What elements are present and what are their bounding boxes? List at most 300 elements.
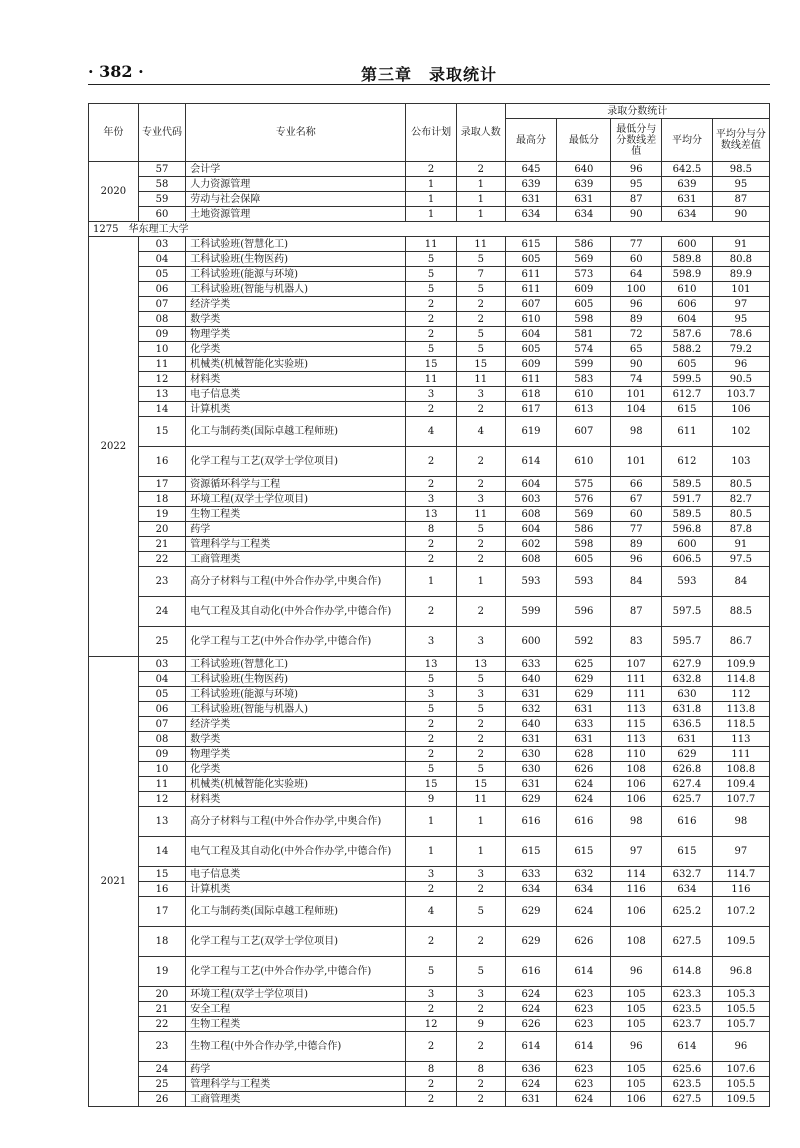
max-cell: 611 (505, 267, 557, 282)
major-name-cell: 工商管理类 (186, 552, 406, 567)
min-diff-cell: 83 (611, 627, 662, 657)
plan-cell: 4 (406, 417, 457, 447)
major-name-cell: 工科试验班(生物医药) (186, 672, 406, 687)
min-cell: 626 (557, 927, 611, 957)
avg-diff-cell: 96.8 (712, 957, 769, 987)
plan-cell: 12 (406, 1017, 457, 1032)
avg-diff-cell: 109.5 (712, 1092, 769, 1107)
min-diff-cell: 106 (611, 897, 662, 927)
min-cell: 623 (557, 1077, 611, 1092)
table-row (89, 267, 770, 282)
table-row (89, 807, 770, 837)
avg-diff-cell: 105.5 (712, 1077, 769, 1092)
avg-diff-cell: 97 (712, 297, 769, 312)
table-row (89, 177, 770, 192)
plan-cell: 5 (406, 282, 457, 297)
min-cell: 623 (557, 1062, 611, 1077)
min-cell: 596 (557, 597, 611, 627)
avg-cell: 615 (662, 837, 713, 867)
plan-cell: 2 (406, 732, 457, 747)
avg-diff-cell: 103.7 (712, 387, 769, 402)
major-name-cell: 经济学类 (186, 297, 406, 312)
min-diff-cell: 114 (611, 867, 662, 882)
min-cell: 614 (557, 957, 611, 987)
section-row (89, 222, 770, 237)
max-cell: 603 (505, 492, 557, 507)
avg-diff-cell: 107.6 (712, 1062, 769, 1077)
major-name-cell: 生物工程类 (186, 507, 406, 522)
plan-cell: 3 (406, 627, 457, 657)
max-cell: 600 (505, 627, 557, 657)
major-name-cell: 安全工程 (186, 1002, 406, 1017)
max-cell: 610 (505, 312, 557, 327)
plan-cell: 4 (406, 897, 457, 927)
major-name-cell: 材料类 (186, 372, 406, 387)
min-cell: 583 (557, 372, 611, 387)
plan-cell: 1 (406, 567, 457, 597)
plan-cell: 2 (406, 882, 457, 897)
max-cell: 624 (505, 1077, 557, 1092)
major-name-cell: 工科试验班(智能与机器人) (186, 702, 406, 717)
major-name-cell: 化学工程与工艺(双学士学位项目) (186, 447, 406, 477)
min-cell: 609 (557, 282, 611, 297)
admitted-cell: 2 (456, 927, 505, 957)
min-cell: 640 (557, 162, 611, 177)
min-diff-cell: 105 (611, 1017, 662, 1032)
table-row (89, 987, 770, 1002)
avg-cell: 612.7 (662, 387, 713, 402)
avg-diff-cell: 102 (712, 417, 769, 447)
avg-cell: 593 (662, 567, 713, 597)
min-cell: 633 (557, 717, 611, 732)
max-cell: 614 (505, 1032, 557, 1062)
major-name-cell: 工科试验班(智慧化工) (186, 657, 406, 672)
plan-cell: 5 (406, 252, 457, 267)
admitted-cell: 2 (456, 402, 505, 417)
col-plan: 公布计划 (406, 104, 457, 162)
avg-cell: 599.5 (662, 372, 713, 387)
admitted-cell: 5 (456, 762, 505, 777)
avg-cell: 627.4 (662, 777, 713, 792)
avg-diff-cell: 109.5 (712, 927, 769, 957)
min-diff-cell: 101 (611, 387, 662, 402)
min-cell: 631 (557, 702, 611, 717)
avg-cell: 595.7 (662, 627, 713, 657)
table-row (89, 1002, 770, 1017)
max-cell: 634 (505, 882, 557, 897)
max-cell: 609 (505, 357, 557, 372)
min-diff-cell: 98 (611, 417, 662, 447)
avg-diff-cell: 89.9 (712, 267, 769, 282)
max-cell: 611 (505, 372, 557, 387)
admitted-cell: 3 (456, 987, 505, 1002)
min-cell: 575 (557, 477, 611, 492)
avg-diff-cell: 80.5 (712, 477, 769, 492)
plan-cell: 2 (406, 1002, 457, 1017)
admitted-cell: 2 (456, 552, 505, 567)
avg-cell: 631 (662, 732, 713, 747)
max-cell: 624 (505, 987, 557, 1002)
max-cell: 608 (505, 507, 557, 522)
plan-cell: 5 (406, 702, 457, 717)
admitted-cell: 5 (456, 327, 505, 342)
avg-diff-cell: 109.4 (712, 777, 769, 792)
code-cell: 13 (138, 387, 186, 402)
avg-diff-cell: 97.5 (712, 552, 769, 567)
min-cell: 598 (557, 537, 611, 552)
max-cell: 605 (505, 252, 557, 267)
min-cell: 569 (557, 507, 611, 522)
avg-diff-cell: 98.5 (712, 162, 769, 177)
min-cell: 599 (557, 357, 611, 372)
major-name-cell: 生物工程(中外合作办学,中德合作) (186, 1032, 406, 1062)
admitted-cell: 8 (456, 1062, 505, 1077)
code-cell: 09 (138, 747, 186, 762)
min-cell: 626 (557, 762, 611, 777)
col-max: 最高分 (505, 119, 557, 162)
avg-diff-cell: 109.9 (712, 657, 769, 672)
plan-cell: 8 (406, 522, 457, 537)
major-name-cell: 劳动与社会保障 (186, 192, 406, 207)
plan-cell: 2 (406, 1032, 457, 1062)
min-diff-cell: 96 (611, 957, 662, 987)
code-cell: 21 (138, 537, 186, 552)
max-cell: 615 (505, 237, 557, 252)
plan-cell: 2 (406, 747, 457, 762)
avg-cell: 615 (662, 402, 713, 417)
code-cell: 05 (138, 687, 186, 702)
col-min-diff: 最低分与分数线差值 (611, 119, 662, 162)
min-diff-cell: 105 (611, 1077, 662, 1092)
min-diff-cell: 111 (611, 672, 662, 687)
admitted-cell: 5 (456, 342, 505, 357)
code-cell: 16 (138, 447, 186, 477)
admission-table (88, 103, 770, 1107)
min-diff-cell: 67 (611, 492, 662, 507)
min-diff-cell: 113 (611, 702, 662, 717)
table-row (89, 477, 770, 492)
table-row (89, 927, 770, 957)
admitted-cell: 2 (456, 717, 505, 732)
avg-diff-cell: 98 (712, 807, 769, 837)
table-row (89, 342, 770, 357)
avg-diff-cell: 118.5 (712, 717, 769, 732)
year-cell: 2021 (89, 657, 139, 1107)
avg-cell: 604 (662, 312, 713, 327)
max-cell: 624 (505, 1002, 557, 1017)
avg-cell: 616 (662, 807, 713, 837)
table-row (89, 252, 770, 267)
table-row (89, 1077, 770, 1092)
year-cell: 2022 (89, 237, 139, 657)
min-cell: 623 (557, 1017, 611, 1032)
table-row (89, 1032, 770, 1062)
plan-cell: 2 (406, 327, 457, 342)
chapter-title: 第三章 录取统计 (360, 65, 497, 84)
code-cell: 12 (138, 372, 186, 387)
major-name-cell: 工科试验班(能源与环境) (186, 687, 406, 702)
admitted-cell: 2 (456, 747, 505, 762)
major-name-cell: 数学类 (186, 732, 406, 747)
plan-cell: 3 (406, 867, 457, 882)
avg-diff-cell: 112 (712, 687, 769, 702)
avg-diff-cell: 114.8 (712, 672, 769, 687)
major-name-cell: 计算机类 (186, 882, 406, 897)
code-cell: 18 (138, 927, 186, 957)
avg-cell: 632.8 (662, 672, 713, 687)
max-cell: 604 (505, 327, 557, 342)
avg-cell: 625.7 (662, 792, 713, 807)
admitted-cell: 11 (456, 237, 505, 252)
min-cell: 586 (557, 522, 611, 537)
admitted-cell: 2 (456, 732, 505, 747)
major-name-cell: 人力资源管理 (186, 177, 406, 192)
min-diff-cell: 60 (611, 252, 662, 267)
min-diff-cell: 87 (611, 192, 662, 207)
avg-diff-cell: 84 (712, 567, 769, 597)
avg-diff-cell: 114.7 (712, 867, 769, 882)
min-cell: 610 (557, 447, 611, 477)
major-name-cell: 电气工程及其自动化(中外合作办学,中德合作) (186, 837, 406, 867)
min-cell: 610 (557, 387, 611, 402)
table-body (89, 162, 770, 1107)
min-cell: 624 (557, 1092, 611, 1107)
table-row (89, 552, 770, 567)
min-diff-cell: 107 (611, 657, 662, 672)
avg-cell: 587.6 (662, 327, 713, 342)
code-cell: 13 (138, 807, 186, 837)
max-cell: 631 (505, 1092, 557, 1107)
avg-cell: 612 (662, 447, 713, 477)
min-cell: 586 (557, 237, 611, 252)
code-cell: 20 (138, 522, 186, 537)
plan-cell: 1 (406, 837, 457, 867)
table-row (89, 762, 770, 777)
plan-cell: 5 (406, 267, 457, 282)
min-diff-cell: 111 (611, 687, 662, 702)
col-min: 最低分 (557, 119, 611, 162)
avg-cell: 589.5 (662, 507, 713, 522)
plan-cell: 15 (406, 357, 457, 372)
min-diff-cell: 97 (611, 837, 662, 867)
min-diff-cell: 90 (611, 207, 662, 222)
table-row (89, 522, 770, 537)
min-cell: 615 (557, 837, 611, 867)
min-cell: 623 (557, 987, 611, 1002)
table-row (89, 207, 770, 222)
min-cell: 598 (557, 312, 611, 327)
min-diff-cell: 101 (611, 447, 662, 477)
header-rule (88, 84, 770, 85)
min-cell: 574 (557, 342, 611, 357)
table-row (89, 387, 770, 402)
min-cell: 592 (557, 627, 611, 657)
avg-diff-cell: 105.5 (712, 1002, 769, 1017)
max-cell: 631 (505, 687, 557, 702)
min-diff-cell: 87 (611, 597, 662, 627)
plan-cell: 1 (406, 207, 457, 222)
table-row (89, 417, 770, 447)
plan-cell: 5 (406, 342, 457, 357)
min-cell: 624 (557, 792, 611, 807)
avg-cell: 606 (662, 297, 713, 312)
plan-cell: 2 (406, 402, 457, 417)
table-row (89, 312, 770, 327)
avg-cell: 626.8 (662, 762, 713, 777)
code-cell: 06 (138, 702, 186, 717)
avg-cell: 627.9 (662, 657, 713, 672)
admitted-cell: 2 (456, 477, 505, 492)
plan-cell: 2 (406, 1092, 457, 1107)
code-cell: 24 (138, 597, 186, 627)
code-cell: 12 (138, 792, 186, 807)
col-major: 专业名称 (186, 104, 406, 162)
plan-cell: 5 (406, 762, 457, 777)
admitted-cell: 11 (456, 507, 505, 522)
max-cell: 616 (505, 957, 557, 987)
section-label: 1275 华东理工大学 (89, 222, 770, 237)
major-name-cell: 化学类 (186, 762, 406, 777)
max-cell: 615 (505, 837, 557, 867)
max-cell: 629 (505, 792, 557, 807)
avg-diff-cell: 90.5 (712, 372, 769, 387)
admitted-cell: 3 (456, 627, 505, 657)
min-cell: 569 (557, 252, 611, 267)
code-cell: 60 (138, 207, 186, 222)
code-cell: 03 (138, 237, 186, 252)
min-diff-cell: 108 (611, 927, 662, 957)
major-name-cell: 化学工程与工艺(双学士学位项目) (186, 927, 406, 957)
plan-cell: 2 (406, 312, 457, 327)
admitted-cell: 5 (456, 957, 505, 987)
min-cell: 593 (557, 567, 611, 597)
admitted-cell: 1 (456, 177, 505, 192)
avg-diff-cell: 91 (712, 237, 769, 252)
avg-cell: 611 (662, 417, 713, 447)
admitted-cell: 3 (456, 687, 505, 702)
table-row (89, 192, 770, 207)
min-cell: 629 (557, 687, 611, 702)
table-row (89, 882, 770, 897)
max-cell: 629 (505, 927, 557, 957)
col-admitted: 录取人数 (456, 104, 505, 162)
plan-cell: 2 (406, 447, 457, 477)
admitted-cell: 5 (456, 252, 505, 267)
min-diff-cell: 96 (611, 1032, 662, 1062)
admitted-cell: 11 (456, 792, 505, 807)
table-row (89, 492, 770, 507)
page-header (88, 62, 770, 84)
avg-cell: 631.8 (662, 702, 713, 717)
plan-cell: 3 (406, 687, 457, 702)
avg-cell: 605 (662, 357, 713, 372)
min-cell: 576 (557, 492, 611, 507)
min-diff-cell: 106 (611, 1092, 662, 1107)
avg-cell: 614.8 (662, 957, 713, 987)
max-cell: 639 (505, 177, 557, 192)
table-row (89, 237, 770, 252)
avg-cell: 634 (662, 207, 713, 222)
min-diff-cell: 106 (611, 777, 662, 792)
table-row (89, 1017, 770, 1032)
max-cell: 633 (505, 657, 557, 672)
avg-diff-cell: 111 (712, 747, 769, 762)
min-cell: 623 (557, 1002, 611, 1017)
min-diff-cell: 98 (611, 807, 662, 837)
plan-cell: 11 (406, 237, 457, 252)
avg-diff-cell: 87 (712, 192, 769, 207)
table-row (89, 897, 770, 927)
avg-cell: 623.5 (662, 1002, 713, 1017)
table-row (89, 567, 770, 597)
plan-cell: 2 (406, 477, 457, 492)
code-cell: 11 (138, 357, 186, 372)
major-name-cell: 计算机类 (186, 402, 406, 417)
min-diff-cell: 77 (611, 237, 662, 252)
max-cell: 634 (505, 207, 557, 222)
avg-cell: 610 (662, 282, 713, 297)
code-cell: 25 (138, 1077, 186, 1092)
avg-diff-cell: 105.3 (712, 987, 769, 1002)
major-name-cell: 工科试验班(生物医药) (186, 252, 406, 267)
min-diff-cell: 113 (611, 732, 662, 747)
min-cell: 631 (557, 192, 611, 207)
min-diff-cell: 65 (611, 342, 662, 357)
min-cell: 624 (557, 777, 611, 792)
admitted-cell: 3 (456, 867, 505, 882)
code-cell: 58 (138, 177, 186, 192)
admitted-cell: 3 (456, 492, 505, 507)
admitted-cell: 2 (456, 312, 505, 327)
code-cell: 15 (138, 867, 186, 882)
min-cell: 607 (557, 417, 611, 447)
major-name-cell: 化学类 (186, 342, 406, 357)
max-cell: 608 (505, 552, 557, 567)
admitted-cell: 11 (456, 372, 505, 387)
min-diff-cell: 89 (611, 312, 662, 327)
admitted-cell: 2 (456, 447, 505, 477)
max-cell: 607 (505, 297, 557, 312)
min-diff-cell: 96 (611, 297, 662, 312)
avg-diff-cell: 90 (712, 207, 769, 222)
table-row (89, 357, 770, 372)
min-diff-cell: 105 (611, 1002, 662, 1017)
avg-cell: 623.5 (662, 1077, 713, 1092)
plan-cell: 2 (406, 927, 457, 957)
min-diff-cell: 90 (611, 357, 662, 372)
max-cell: 630 (505, 762, 557, 777)
plan-cell: 2 (406, 297, 457, 312)
major-name-cell: 数学类 (186, 312, 406, 327)
avg-cell: 642.5 (662, 162, 713, 177)
major-name-cell: 化学工程与工艺(中外合作办学,中德合作) (186, 627, 406, 657)
max-cell: 619 (505, 417, 557, 447)
table-row (89, 792, 770, 807)
table-row (89, 297, 770, 312)
plan-cell: 1 (406, 192, 457, 207)
major-name-cell: 高分子材料与工程(中外合作办学,中奥合作) (186, 807, 406, 837)
avg-diff-cell: 101 (712, 282, 769, 297)
avg-cell: 589.5 (662, 477, 713, 492)
table-row (89, 867, 770, 882)
major-name-cell: 工科试验班(智能与机器人) (186, 282, 406, 297)
admitted-cell: 5 (456, 282, 505, 297)
min-diff-cell: 60 (611, 507, 662, 522)
avg-diff-cell: 96 (712, 1032, 769, 1062)
max-cell: 631 (505, 777, 557, 792)
code-cell: 03 (138, 657, 186, 672)
major-name-cell: 工科试验班(智慧化工) (186, 237, 406, 252)
